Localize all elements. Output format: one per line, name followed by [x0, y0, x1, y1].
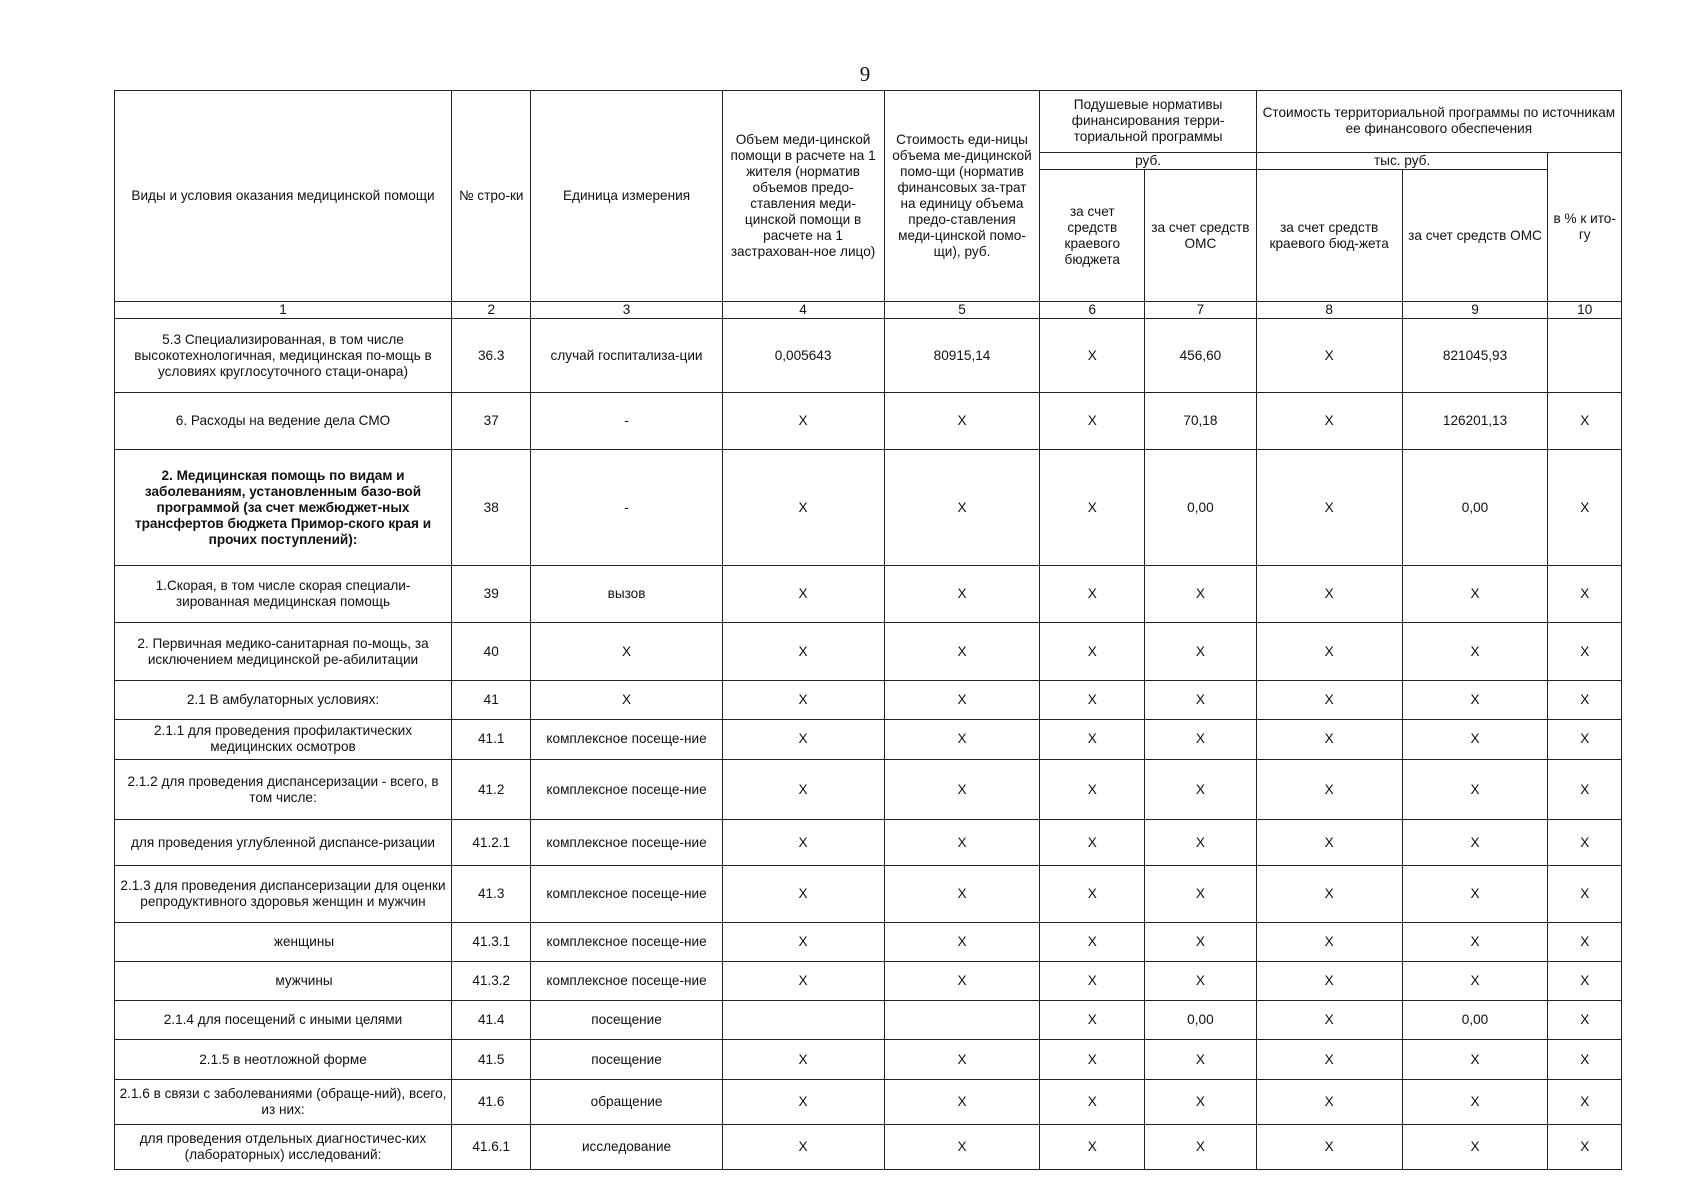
row-oms-rub: 0,00 — [1145, 450, 1257, 566]
row-name: 6. Расходы на ведение дела СМО — [115, 392, 452, 449]
row-percent: Х — [1548, 1080, 1622, 1125]
row-volume: Х — [722, 680, 884, 719]
row-oms-thousand: Х — [1402, 566, 1548, 623]
table-row — [115, 865, 1622, 922]
row-percent: Х — [1548, 450, 1622, 566]
row-percent: Х — [1548, 759, 1622, 820]
row-regional-budget-thousand: Х — [1256, 820, 1402, 865]
row-oms-rub: 0,00 — [1145, 1001, 1257, 1040]
row-oms-rub: 70,18 — [1145, 392, 1257, 449]
row-name: 2.1.2 для проведения диспансеризации - всего, в том числе: — [115, 759, 452, 820]
row-unit-cost: Х — [884, 719, 1040, 759]
row-line-number: 37 — [452, 392, 531, 449]
row-regional-budget-thousand: Х — [1256, 759, 1402, 820]
medical-care-table-body — [114, 90, 1622, 1170]
column-number-9: 9 — [1402, 302, 1548, 319]
row-oms-thousand: Х — [1402, 623, 1548, 680]
row-oms-rub: Х — [1145, 566, 1257, 623]
header-kind-conditions: Виды и условия оказания медицинской помощи — [115, 91, 452, 302]
row-percent: Х — [1548, 719, 1622, 759]
row-oms-rub: Х — [1145, 680, 1257, 719]
row-regional-budget-rub: Х — [1040, 759, 1145, 820]
row-oms-thousand: Х — [1402, 719, 1548, 759]
column-number-5: 5 — [884, 302, 1040, 319]
row-line-number: 39 — [452, 566, 531, 623]
row-oms-thousand: Х — [1402, 962, 1548, 1001]
row-percent: Х — [1548, 1125, 1622, 1170]
row-name: 2.1.1 для проведения профилактических медицинских осмотров — [115, 719, 452, 759]
row-oms-thousand: 821045,93 — [1402, 319, 1548, 393]
header-unit-rub: руб. — [1040, 152, 1256, 169]
row-oms-rub: Х — [1145, 923, 1257, 962]
row-line-number: 41 — [452, 680, 531, 719]
row-line-number: 41.2 — [452, 759, 531, 820]
row-name: 2. Медицинская помощь по видам и заболеваниям, установленным базо-вой программой (за счет межбюджет-ных трансфертов бюджета Примор-ского края и прочих поступлений): — [115, 450, 452, 566]
row-oms-thousand: Х — [1402, 820, 1548, 865]
column-number-10: 10 — [1548, 302, 1622, 319]
row-volume: Х — [722, 923, 884, 962]
row-regional-budget-thousand: Х — [1256, 1080, 1402, 1125]
header-volume: Объем меди-цинской помощи в расчете на 1 жителя (норматив объемов предо-ставления меди-цинской помощи в расчете на 1 застрахован-ное лицо) — [722, 91, 884, 302]
row-volume: Х — [722, 1125, 884, 1170]
row-regional-budget-thousand: Х — [1256, 623, 1402, 680]
row-percent: Х — [1548, 680, 1622, 719]
column-number-2: 2 — [452, 302, 531, 319]
row-name: 2.1 В амбулаторных условиях: — [115, 680, 452, 719]
row-line-number: 41.3.1 — [452, 923, 531, 962]
row-name: 2.1.6 в связи с заболеваниями (обраще-ний), всего, из них: — [115, 1080, 452, 1125]
row-unit: комплексное посеще-ние — [531, 923, 722, 962]
header-percent: в % к ито-гу — [1548, 152, 1622, 301]
row-oms-thousand: Х — [1402, 1125, 1548, 1170]
row-unit: посещение — [531, 1001, 722, 1040]
row-unit-cost: Х — [884, 450, 1040, 566]
row-percent: Х — [1548, 962, 1622, 1001]
row-unit-cost: 80915,14 — [884, 319, 1040, 393]
header-unit-thousand-rub: тыс. руб. — [1256, 152, 1548, 169]
table-row — [115, 680, 1622, 719]
row-regional-budget-thousand: Х — [1256, 319, 1402, 393]
row-regional-budget-rub: Х — [1040, 1039, 1145, 1079]
column-number-7: 7 — [1145, 302, 1257, 319]
row-line-number: 36.3 — [452, 319, 531, 393]
header-oms-thousand: за счет средств ОМС — [1402, 170, 1548, 302]
row-oms-rub: Х — [1145, 1039, 1257, 1079]
table-row — [115, 820, 1622, 865]
row-oms-thousand: 0,00 — [1402, 450, 1548, 566]
row-oms-rub: Х — [1145, 1080, 1257, 1125]
row-percent: Х — [1548, 1039, 1622, 1079]
row-unit: комплексное посеще-ние — [531, 759, 722, 820]
row-unit: - — [531, 450, 722, 566]
row-oms-thousand: 126201,13 — [1402, 392, 1548, 449]
table-row — [115, 450, 1622, 566]
row-unit: случай госпитализа-ции — [531, 319, 722, 393]
header-unit: Единица измерения — [531, 91, 722, 302]
row-volume: Х — [722, 820, 884, 865]
row-unit: вызов — [531, 566, 722, 623]
row-name: 5.3 Специализированная, в том числе высокотехнологичная, медицинская по-мощь в условиях круглосуточного стаци-онара) — [115, 319, 452, 393]
row-volume: Х — [722, 719, 884, 759]
row-oms-rub: Х — [1145, 623, 1257, 680]
row-unit-cost: Х — [884, 759, 1040, 820]
column-number-6: 6 — [1040, 302, 1145, 319]
row-volume: Х — [722, 392, 884, 449]
row-oms-thousand: Х — [1402, 923, 1548, 962]
header-line-number: № стро-ки — [452, 91, 531, 302]
row-regional-budget-rub: Х — [1040, 319, 1145, 393]
row-name: 2. Первичная медико-санитарная по-мощь, за исключением медицинской ре-абилитации — [115, 623, 452, 680]
row-volume: Х — [722, 962, 884, 1001]
row-oms-thousand: Х — [1402, 1039, 1548, 1079]
row-unit: Х — [531, 623, 722, 680]
row-regional-budget-thousand: Х — [1256, 923, 1402, 962]
row-regional-budget-thousand: Х — [1256, 1039, 1402, 1079]
row-oms-rub: 456,60 — [1145, 319, 1257, 393]
row-percent: Х — [1548, 566, 1622, 623]
column-number-4: 4 — [722, 302, 884, 319]
table-row — [115, 759, 1622, 820]
row-unit-cost: Х — [884, 865, 1040, 922]
row-regional-budget-thousand: Х — [1256, 962, 1402, 1001]
row-unit: комплексное посеще-ние — [531, 865, 722, 922]
row-unit-cost: Х — [884, 566, 1040, 623]
row-regional-budget-thousand: Х — [1256, 450, 1402, 566]
column-number-3: 3 — [531, 302, 722, 319]
row-unit-cost: Х — [884, 392, 1040, 449]
row-percent: Х — [1548, 623, 1622, 680]
row-oms-thousand: 0,00 — [1402, 1001, 1548, 1040]
table-row — [115, 962, 1622, 1001]
row-volume: 0,005643 — [722, 319, 884, 393]
row-regional-budget-thousand: Х — [1256, 392, 1402, 449]
row-volume: Х — [722, 1039, 884, 1079]
row-name: для проведения отдельных диагностичес-ких (лабораторных) исследований: — [115, 1125, 452, 1170]
row-volume — [722, 1001, 884, 1040]
row-percent: Х — [1548, 392, 1622, 449]
page-number: 9 — [859, 62, 871, 86]
table-row — [115, 1001, 1622, 1040]
row-unit-cost: Х — [884, 962, 1040, 1001]
row-name: женщины — [115, 923, 452, 962]
row-regional-budget-rub: Х — [1040, 865, 1145, 922]
row-regional-budget-rub: Х — [1040, 623, 1145, 680]
row-regional-budget-thousand: Х — [1256, 680, 1402, 719]
row-oms-rub: Х — [1145, 865, 1257, 922]
row-unit: комплексное посеще-ние — [531, 962, 722, 1001]
row-regional-budget-rub: Х — [1040, 719, 1145, 759]
header-regional-budget-thousand: за счет средств краевого бюд-жета — [1256, 170, 1402, 302]
row-name: мужчины — [115, 962, 452, 1001]
row-line-number: 41.3.2 — [452, 962, 531, 1001]
table-row — [115, 1125, 1622, 1170]
row-name: для проведения углубленной диспансе-ризации — [115, 820, 452, 865]
row-line-number: 41.5 — [452, 1039, 531, 1079]
table-row — [115, 392, 1622, 449]
row-name: 1.Скорая, в том числе скорая специали-зированная медицинская помощь — [115, 566, 452, 623]
row-percent: Х — [1548, 923, 1622, 962]
column-number-1: 1 — [115, 302, 452, 319]
row-unit: Х — [531, 680, 722, 719]
row-regional-budget-rub: Х — [1040, 962, 1145, 1001]
row-volume: Х — [722, 759, 884, 820]
row-percent: Х — [1548, 820, 1622, 865]
row-regional-budget-rub: Х — [1040, 566, 1145, 623]
row-unit-cost: Х — [884, 623, 1040, 680]
row-line-number: 41.2.1 — [452, 820, 531, 865]
row-oms-thousand: Х — [1402, 680, 1548, 719]
row-oms-thousand: Х — [1402, 1080, 1548, 1125]
table-row — [115, 923, 1622, 962]
row-name: 2.1.3 для проведения диспансеризации для оценки репродуктивного здоровья женщин и мужчин — [115, 865, 452, 922]
row-regional-budget-thousand: Х — [1256, 566, 1402, 623]
row-regional-budget-rub: Х — [1040, 820, 1145, 865]
header-unit-cost: Стоимость еди-ницы объема ме-дицинской помо-щи (норматив финансовых за-трат на единицу объема предо-ставления меди-цинской помо-щи), руб. — [884, 91, 1040, 302]
table-row — [115, 1039, 1622, 1079]
row-oms-rub: Х — [1145, 1125, 1257, 1170]
row-regional-budget-rub: Х — [1040, 392, 1145, 449]
row-volume: Х — [722, 566, 884, 623]
table-row — [115, 623, 1622, 680]
row-percent: Х — [1548, 1001, 1622, 1040]
row-unit-cost: Х — [884, 923, 1040, 962]
row-regional-budget-thousand: Х — [1256, 1001, 1402, 1040]
row-volume: Х — [722, 623, 884, 680]
header-per-capita-norms: Подушевые нормативы финансирования терри-ториальной программы — [1040, 91, 1256, 153]
row-regional-budget-thousand: Х — [1256, 865, 1402, 922]
row-line-number: 41.1 — [452, 719, 531, 759]
row-regional-budget-rub: Х — [1040, 1080, 1145, 1125]
row-regional-budget-thousand: Х — [1256, 719, 1402, 759]
row-volume: Х — [722, 1080, 884, 1125]
row-oms-thousand: Х — [1402, 759, 1548, 820]
row-oms-rub: Х — [1145, 962, 1257, 1001]
column-number-row — [115, 302, 1622, 319]
row-name: 2.1.5 в неотложной форме — [115, 1039, 452, 1079]
row-oms-rub: Х — [1145, 719, 1257, 759]
row-line-number: 41.6 — [452, 1080, 531, 1125]
table-row — [115, 1080, 1622, 1125]
row-regional-budget-rub: Х — [1040, 680, 1145, 719]
row-percent: Х — [1548, 865, 1622, 922]
row-line-number: 40 — [452, 623, 531, 680]
column-number-8: 8 — [1256, 302, 1402, 319]
row-regional-budget-rub: Х — [1040, 923, 1145, 962]
row-percent — [1548, 319, 1622, 393]
table-row — [115, 319, 1622, 393]
row-regional-budget-rub: Х — [1040, 450, 1145, 566]
row-unit: посещение — [531, 1039, 722, 1079]
row-unit-cost: Х — [884, 1125, 1040, 1170]
row-line-number: 41.3 — [452, 865, 531, 922]
row-unit: исследование — [531, 1125, 722, 1170]
row-volume: Х — [722, 450, 884, 566]
row-regional-budget-rub: Х — [1040, 1001, 1145, 1040]
row-unit: - — [531, 392, 722, 449]
row-name: 2.1.4 для посещений с иными целями — [115, 1001, 452, 1040]
row-line-number: 41.4 — [452, 1001, 531, 1040]
row-regional-budget-thousand: Х — [1256, 1125, 1402, 1170]
row-unit-cost: Х — [884, 1039, 1040, 1079]
row-oms-rub: Х — [1145, 820, 1257, 865]
row-unit-cost: Х — [884, 680, 1040, 719]
header-oms-rub: за счет средств ОМС — [1145, 170, 1257, 302]
row-oms-thousand: Х — [1402, 865, 1548, 922]
row-line-number: 41.6.1 — [452, 1125, 531, 1170]
row-unit-cost: Х — [884, 1080, 1040, 1125]
header-regional-budget-rub: за счет средств краевого бюджета — [1040, 170, 1145, 302]
row-unit-cost — [884, 1001, 1040, 1040]
header-program-cost: Стоимость территориальной программы по источникам ее финансового обеспечения — [1256, 91, 1621, 153]
row-line-number: 38 — [452, 450, 531, 566]
table-row — [115, 566, 1622, 623]
row-unit-cost: Х — [884, 820, 1040, 865]
table-row — [115, 719, 1622, 759]
row-volume: Х — [722, 865, 884, 922]
row-unit: комплексное посеще-ние — [531, 820, 722, 865]
row-oms-rub: Х — [1145, 759, 1257, 820]
row-unit: комплексное посеще-ние — [531, 719, 722, 759]
row-unit: обращение — [531, 1080, 722, 1125]
row-regional-budget-rub: Х — [1040, 1125, 1145, 1170]
